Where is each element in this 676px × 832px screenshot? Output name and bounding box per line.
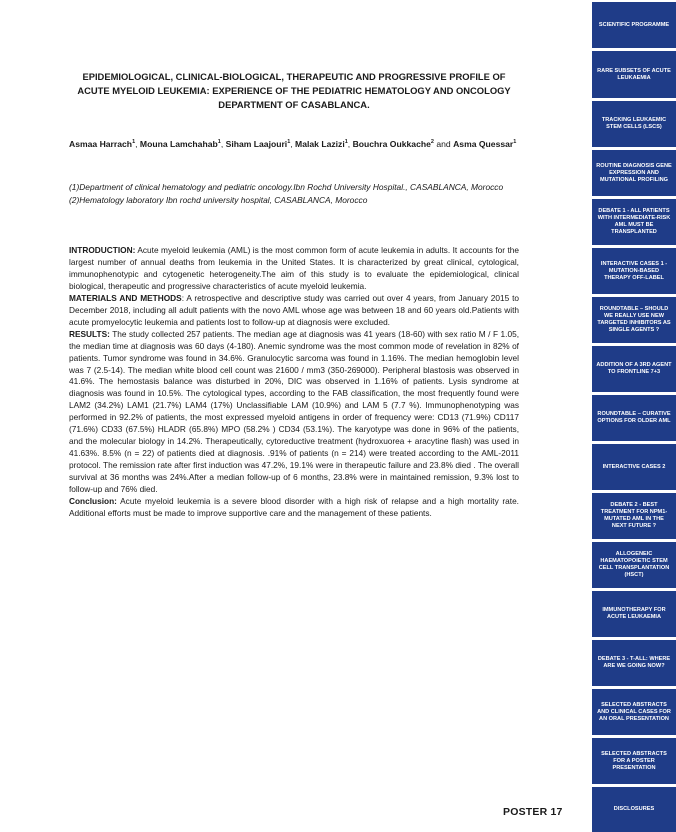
section-text: : A retrospective and descriptive study was carried out over 4 years, from January 2015 to December 2018, including all adult patients with the novo AML whose age was between 18 and 60 years old.Patients with acute promyelocytic leukemia and patients lost to follow-up at diagnosis were excluded. xyxy=(69,292,520,327)
author-name: Mouna Lamchahab xyxy=(139,139,218,149)
paper-title: EPIDEMIOLOGICAL, CLINICAL-BIOLOGICAL, THERAPEUTIC AND PROGRESSIVE PROFILE OF ACUTE MYELOID LEUKEMIA: EXPERIENCE OF THE PEDIATRIC HEMATOLOGY AND ONCOLOGY DEPARTMENT OF CASABLANCA. xyxy=(77,71,511,110)
author-affiliation-mark: 1 xyxy=(513,139,517,146)
section-results xyxy=(69,329,519,496)
section-text: Acute myeloid leukemia is a severe blood disorder with a high risk of relapse and a high mortality rate. Additional efforts must be made to improve supportive care and the management of these patients. xyxy=(69,496,519,518)
author-affiliation-mark: 1 xyxy=(132,139,136,146)
sidebar-item-interactive-cases-2[interactable]: INTERACTIVE CASES 2 xyxy=(592,444,676,490)
sidebar-item-debate-2[interactable]: DEBATE 2 - BEST TREATMENT FOR NPM1-MUTATED AML IN THE NEXT FUTURE ? xyxy=(592,493,676,539)
section-heading: INTRODUCTION: xyxy=(69,245,136,255)
affiliation: (2)Hematology laboratory Ibn rochd university hospital, CASABLANCA, Morocco xyxy=(69,195,368,205)
sidebar-item-immunotherapy[interactable]: IMMUNOTHERAPY FOR ACUTE LEUKAEMIA xyxy=(592,591,676,637)
author-name: Asma Quessar xyxy=(453,139,514,149)
paper-content xyxy=(69,0,519,832)
sidebar-nav xyxy=(592,0,676,832)
author-name: Bouchra Oukkache xyxy=(352,139,431,149)
sidebar-item-tracking-lscs[interactable]: TRACKING LEUKAEMIC STEM CELLS (LSCS) xyxy=(592,101,676,147)
author-affiliation-mark: 2 xyxy=(430,139,434,146)
section-heading: RESULTS: xyxy=(69,328,110,339)
sidebar-item-roundtable-inhibitors[interactable]: ROUNDTABLE – SHOULD WE REALLY USE NEW TARGETED INHIBITORS AS SINGLE AGENTS ? xyxy=(592,297,676,343)
sidebar-item-oral-abstracts[interactable]: SELECTED ABSTRACTS AND CLINICAL CASES FOR AN ORAL PRESENTATION xyxy=(592,689,676,735)
sidebar-item-third-agent[interactable]: ADDITION OF A 3RD AGENT TO FRONTLINE 7+3 xyxy=(592,346,676,392)
sidebar-item-scientific-programme[interactable]: SCIENTIFIC PROGRAMME xyxy=(592,2,676,48)
section-methods xyxy=(69,293,519,329)
section-text: Acute myeloid leukemia (AML) is the most common form of acute leukemia in adults. It accounts for the largest number of annual deaths from leukemia in the United States. It is characterized by great clinical, cytological, immunophenotypic and cytogenetic heterogeneity.The aim of this study is to evaluate the epidemiological, clinical biological, therapeutic and progressive characteristics of acute myeloid leukemia. xyxy=(69,245,519,291)
section-conclusion xyxy=(69,496,519,520)
section-heading: MATERIALS AND METHODS xyxy=(69,292,182,303)
affiliations xyxy=(69,181,519,207)
author-affiliation-mark: 1 xyxy=(217,139,221,146)
author-name: Malak Lazizi xyxy=(295,139,345,149)
sidebar-item-poster-abstracts[interactable]: SELECTED ABSTRACTS FOR A POSTER PRESENTATION xyxy=(592,738,676,784)
abstract-body xyxy=(69,245,519,520)
sidebar-item-rare-subsets[interactable]: RARE SUBSETS OF ACUTE LEUKAEMIA xyxy=(592,51,676,98)
author-affiliation-mark: 1 xyxy=(344,139,348,146)
author-name: Siham Laajouri xyxy=(225,139,288,149)
sidebar-item-interactive-cases-1[interactable]: INTERACTIVE CASES 1 - MUTATION-BASED THERAPY OFF-LABEL xyxy=(592,248,676,294)
author-list: Asmaa Harrach$^1$, Mouna Lamchahab$^1$, Siham Laajouri$^1$, Malak Lazizi$^1$, Bouchra Oukkache$^2$ and Asma Quessar$^1$ xyxy=(69,139,517,149)
poster-label: POSTER 17 xyxy=(503,806,563,818)
sidebar-item-debate-1[interactable]: DEBATE 1 - ALL PATIENTS WITH INTERMEDIATE-RISK AML MUST BE TRANSPLANTED xyxy=(592,199,676,245)
affiliation: (1)Department of clinical hematology and pediatric oncology.Ibn Rochd University Hospital., CASABLANCA, Morocco xyxy=(69,182,504,192)
section-text: The study collected 257 patients. The median age at diagnosis was 41 years (18-60) with sex ratio M / F 1.05, the median time at diagnosis was 60 days (4-180). Anemic syndrome was the most common mode of revelation in 82% of patients. Tumor syndrome was found in 34.6%. Granulocytic sarcoma was found in 1.16%. The median hemoglobin level was 7 (2.5-14). The median white blood cell count was 21600 / mm3 (350-269000). Peripheral blastosis was observed in 41.6%. The hemostasis balance was disturbed in 20%, DIC was observed in 1.16% of patients. Lysis syndrome at diagnosis was found in 10.5%. The cytological types, according to the FAB classification, the most frequently found were LAM2 (34.2%) LAM1 (21.7%) LAM4 (17%) Unclassifiable LAM (10.9%) and LAM 5 (7.7 %). Immunophenotyping was performed in 92.2% of patients, the most expressed myeloid antigens in order of frequency were: CD13 (71.9%) CD117 (71.6%) CD33 (67.5%) HLADR (65.8%) MPO (58.2% ) CD34 (53.1%). The karyotype was done in 96% of the patients, and the molecular biology in 14.2%. Therapeutically, cytoreductive treatment (hydroxuorea + aracytine flash) was used in 41.63%. 8.5% (n = 22) of patients died at diagnosis. .91% of patients (n = 214) were treated according to the AML-2011 protocol. The remission rate after first induction was 47.2%, 19.1% were in therapeutic failure and 23.8% died . The overall survival at 36 months was 24%.After a median follow-up of 6 months, 23.8% were in maintained remission, 9.3% lost to follow-up and 76% died. xyxy=(69,328,519,495)
author-affiliation-mark: 1 xyxy=(287,139,291,146)
sidebar-item-disclosures[interactable]: DISCLOSURES xyxy=(592,787,676,832)
sidebar-item-roundtable-older-aml[interactable]: ROUNDTABLE – CURATIVE OPTIONS FOR OLDER AML xyxy=(592,395,676,441)
sidebar-item-routine-diagnosis[interactable]: ROUTINE DIAGNOSIS GENE EXPRESSION AND MUTATIONAL PROFILING xyxy=(592,150,676,196)
sidebar-item-debate-3[interactable]: DEBATE 3 - T-ALL: WHERE ARE WE GOING NOW? xyxy=(592,640,676,686)
author-name: Asmaa Harrach xyxy=(69,139,133,149)
section-introduction xyxy=(69,245,519,293)
sidebar-item-allogeneic-hsct[interactable]: ALLOGENEIC HAEMATOPOIETIC STEM CELL TRANSPLANTATION (HSCT) xyxy=(592,542,676,588)
section-heading: Conclusion: xyxy=(69,496,117,507)
